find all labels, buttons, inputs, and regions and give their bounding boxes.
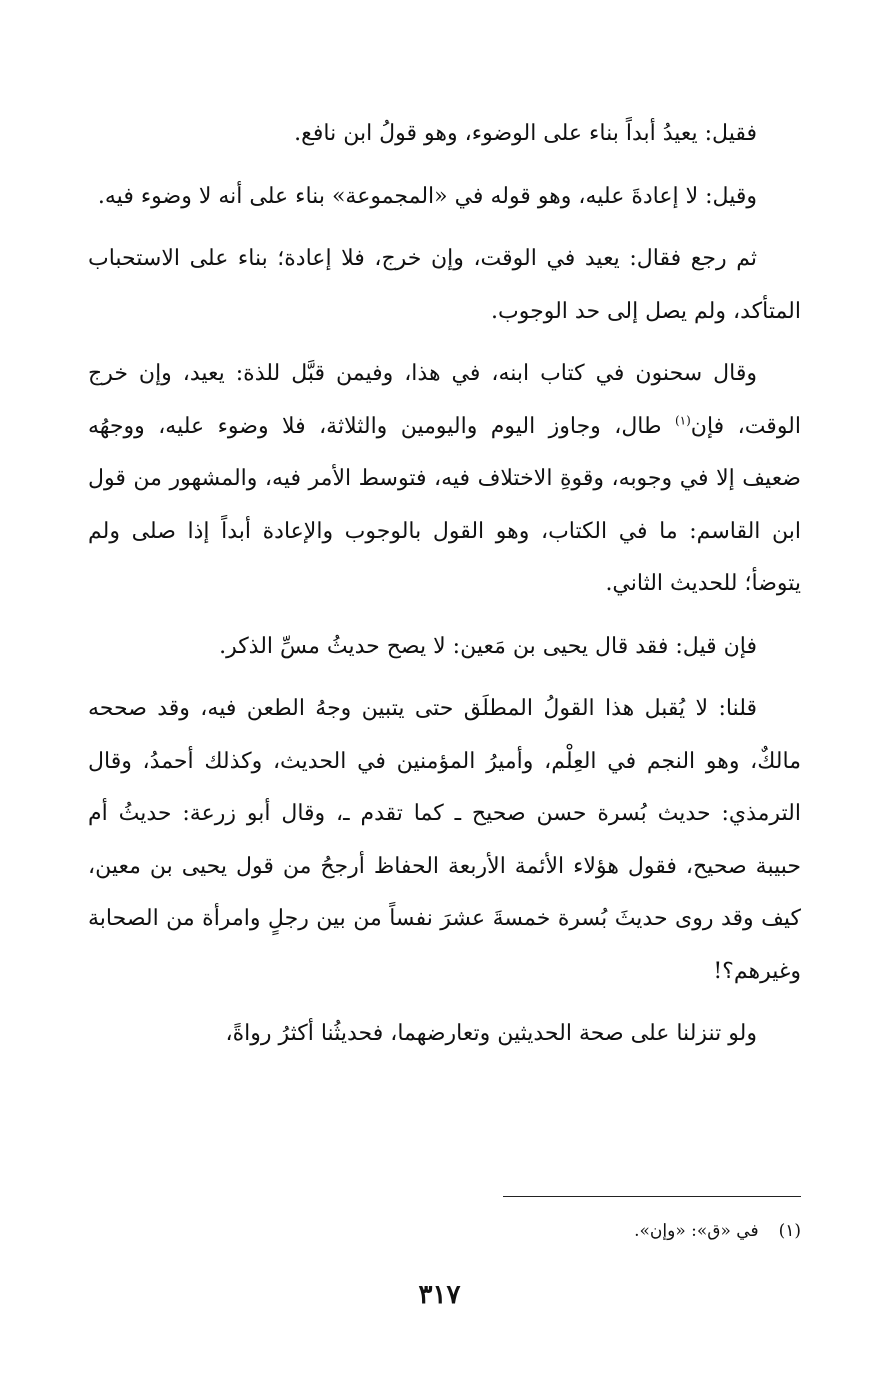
paragraph-6: قلنا: لا يُقبل هذا القولُ المطلَق حتى يتبين وجهُ الطعن فيه، وقد صححه مالكٌ، وهو النجم في العِلْم، وأميرُ المؤمنين في الحديث، وكذلك أحمدُ، وقال الترمذي: حديث بُسرة حسن صحيح ـ كما تقدم ـ، وقال أبو زرعة: حديثُ أم حبيبة صحيح، فقول هؤلاء الأئمة الأربعة الحفاظ أرجحُ من قول يحيى بن معين، كيف وقد روى حديثَ بُسرة خمسةَ عشرَ نفساً من بين رجلٍ وامرأة من الصحابة وغيرهم؟!: [88, 696, 801, 984]
footnote-reference[interactable]: (١): [674, 413, 691, 428]
paragraph-5: فإن قيل: فقد قال يحيى بن مَعين: لا يصح حديثُ مسِّ الذكر.: [219, 633, 757, 659]
body-text: [88, 108, 801, 1071]
footnote-divider: [503, 1196, 801, 1197]
paragraph-7: ولو تنزلنا على صحة الحديثين وتعارضهما، فحديثُنا أكثرُ رواةً،: [225, 1021, 757, 1046]
paragraph-2: وقيل: لا إعادةَ عليه، وهو قوله في «المجموعة» بناء على أنه لا وضوء فيه.: [97, 183, 757, 209]
paragraph-4: [88, 348, 801, 611]
page-number: ٣١٧: [418, 1280, 461, 1310]
paragraph-1: فقيل: يعيدُ أبداً بناء على الوضوء، وهو قولُ ابن نافع.: [294, 121, 757, 146]
paragraph-3: ثم رجع فقال: يعيد في الوقت، وإن خرج، فلا إعادة؛ بناء على الاستحباب المتأكد، ولم يصل إلى حد الوجوب.: [88, 246, 801, 324]
footnote-number: (١): [778, 1221, 801, 1241]
paragraph-4-part-1: وقال سحنون في كتاب ابنه، في هذا، وفيمن قبَّل للذة: يعيد، وإن خرج الوقت، فإن: [88, 361, 801, 439]
paragraph-4-part-2: طال، وجاوز اليوم واليومين والثلاثة، فلا وضوء عليه، ووجهُه ضعيف إلا في وجوبه، وقوةِ الاختلاف فيه، فتوسط الأمر فيه، والمشهور من قول ابن القاسم: ما في الكتاب، وهو القول بالوجوب والإعادة أبداً إذا صلى ولم يتوضأ؛ للحديث الثاني.: [88, 413, 801, 596]
footnote-text: في «ق»: «وإن».: [634, 1221, 759, 1241]
footnote: [88, 1216, 801, 1246]
